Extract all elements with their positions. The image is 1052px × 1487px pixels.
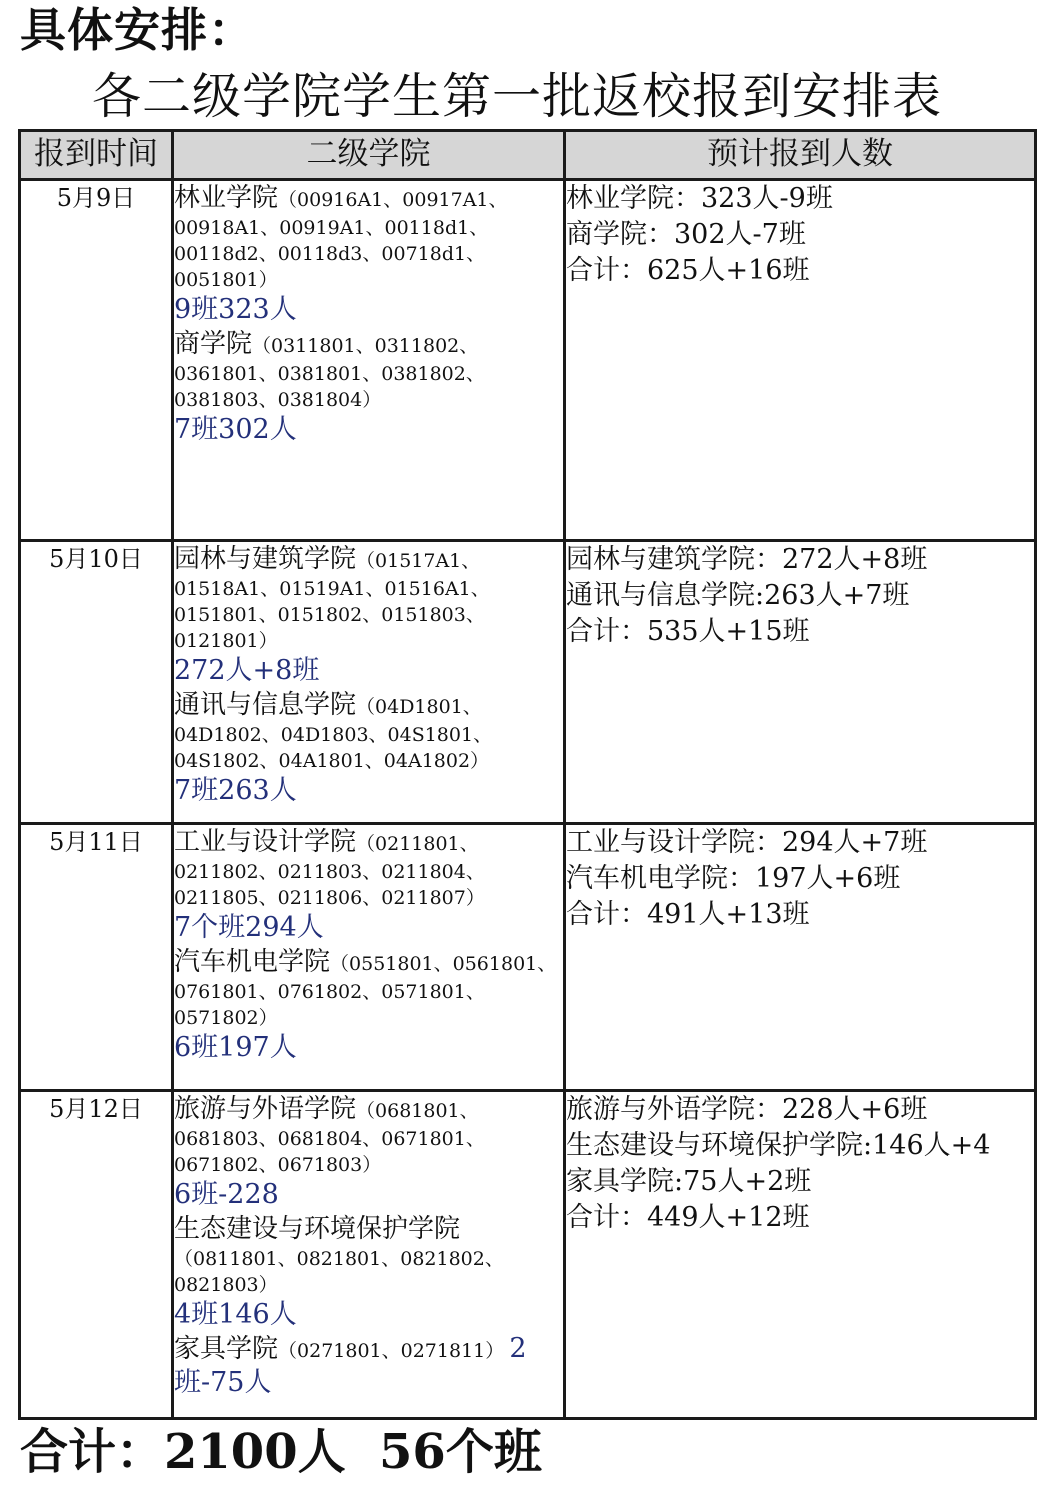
- summary-line: 通讯与信息学院:263人+7班: [566, 580, 910, 611]
- college-name: 家具学院: [174, 1334, 279, 1364]
- college-name: 林业学院: [174, 183, 279, 213]
- class-codes: （00916A1、00917A1、00918A1、00919A1、00118d1、00118d2、00118d3、00718d1、0051801）: [174, 189, 508, 291]
- table-row: [20, 541, 1036, 824]
- summary-line: 汽车机电学院：197人+6班: [566, 863, 901, 894]
- schedule-table: [18, 129, 1037, 1420]
- college-entry: [174, 542, 563, 688]
- row-summary: [565, 824, 1036, 1091]
- college-count: 2班-75人: [174, 1333, 527, 1398]
- header-college: 二级学院: [173, 131, 565, 180]
- college-entry: [174, 825, 563, 945]
- college-name: 生态建设与环境保护学院: [174, 1214, 461, 1244]
- table-row: [20, 180, 1036, 541]
- summary-line: 园林与建筑学院：272人+8班: [566, 544, 928, 575]
- header-date: 报到时间: [20, 131, 173, 180]
- college-name: 园林与建筑学院: [174, 544, 357, 574]
- college-count: 6班-228: [174, 1179, 279, 1210]
- class-codes: （0271801、0271811）: [278, 1340, 505, 1362]
- class-codes: （04D1801、04D1802、04D1803、04S1801、04S1802、04A1801、04A1802）: [174, 696, 493, 772]
- college-count: 4班146人: [174, 1299, 297, 1330]
- row-colleges: [173, 1091, 565, 1419]
- row-colleges: [173, 824, 565, 1091]
- college-count: 7班263人: [174, 775, 297, 806]
- college-name: 商学院: [174, 329, 253, 359]
- row-date: 5月9日: [20, 180, 173, 541]
- college-entry: [174, 945, 563, 1065]
- college-name: 汽车机电学院: [174, 947, 331, 977]
- college-count: 6班197人: [174, 1032, 297, 1063]
- row-date: 5月11日: [20, 824, 173, 1091]
- grand-total: 合计：2100人 56个班: [20, 1424, 542, 1480]
- summary-line: 家具学院:75人+2班: [566, 1166, 812, 1197]
- summary-line: 工业与设计学院：294人+7班: [566, 827, 928, 858]
- summary-total: 合计：625人+16班: [566, 255, 810, 286]
- college-name: 旅游与外语学院: [174, 1094, 357, 1124]
- college-name: 工业与设计学院: [174, 827, 357, 857]
- summary-total: 合计：449人+12班: [566, 1202, 810, 1233]
- college-count: 9班323人: [174, 294, 297, 325]
- college-count: 272人+8班: [174, 655, 320, 686]
- summary-total: 合计：491人+13班: [566, 899, 810, 930]
- row-date: 5月12日: [20, 1091, 173, 1419]
- summary-line: 旅游与外语学院：228人+6班: [566, 1094, 928, 1125]
- college-entry: [174, 181, 563, 327]
- college-count: 7班302人: [174, 414, 297, 445]
- college-count: 7个班294人: [174, 912, 324, 943]
- table-row: [20, 824, 1036, 1091]
- row-colleges: [173, 541, 565, 824]
- row-date: 5月10日: [20, 541, 173, 824]
- college-entry: [174, 1332, 563, 1400]
- summary-total: 合计：535人+15班: [566, 616, 810, 647]
- college-entry: [174, 1092, 563, 1212]
- summary-line: 生态建设与环境保护学院:146人+4: [566, 1130, 991, 1161]
- college-entry: [174, 688, 563, 808]
- college-entry: [174, 1212, 563, 1332]
- class-codes: （0551801、0561801、0761801、0761802、0571801、 0571802）: [174, 953, 557, 1029]
- college-entry: [174, 327, 563, 447]
- row-colleges: [173, 180, 565, 541]
- header-expected-count: 预计报到人数: [565, 131, 1036, 180]
- table-row: [20, 1091, 1036, 1419]
- class-codes: （0811801、0821801、0821802、0821803）: [174, 1248, 504, 1296]
- table-header-row: [20, 131, 1036, 180]
- summary-line: 商学院：302人-7班: [566, 219, 806, 250]
- table-title: 各二级学院学生第一批返校报到安排表: [92, 68, 943, 125]
- class-codes: （0681801、0681803、0681804、0671801、0671802、0671803）: [174, 1100, 485, 1176]
- row-summary: [565, 1091, 1036, 1419]
- row-summary: [565, 541, 1036, 824]
- class-codes: （0211801、0211802、0211803、0211804、0211805、0211806、0211807）: [174, 833, 485, 909]
- row-summary: [565, 180, 1036, 541]
- college-name: 通讯与信息学院: [174, 690, 357, 720]
- class-codes: （01517A1、01518A1、01519A1、01516A1、0151801、0151802、0151803、0121801）: [174, 550, 490, 652]
- section-heading: 具体安排：: [20, 3, 255, 57]
- class-codes: （0311801、0311802、0361801、0381801、0381802、0381803、0381804）: [174, 335, 485, 411]
- summary-line: 林业学院：323人-9班: [566, 183, 833, 214]
